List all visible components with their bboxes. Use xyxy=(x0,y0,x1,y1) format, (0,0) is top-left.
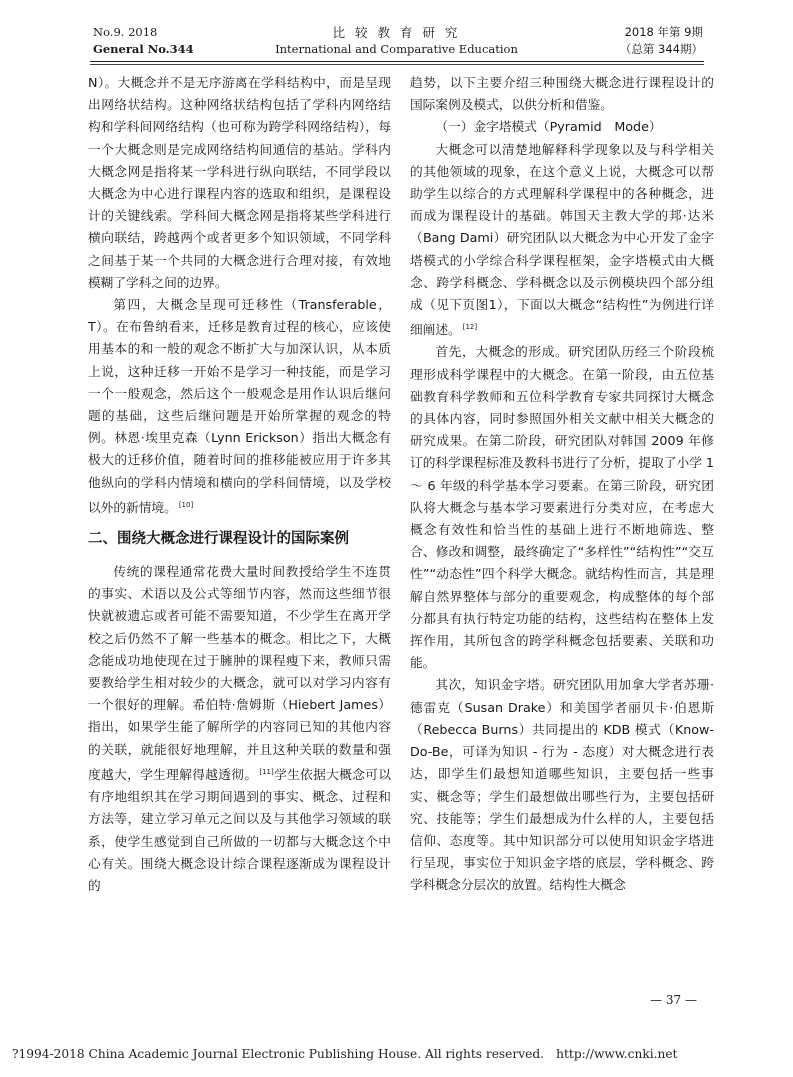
citation-ref: [11] xyxy=(259,767,274,776)
paragraph: N）。大概念并不是无序游离在学科结构中，而是呈现出网络状结构。这种网络状结构包括了学科内网络结构和学科间网络结构（也可称为跨学科网络结构），每一个大概念则是完成网络结构间通信的基站。学科内大概念网是指将某一学科进行纵向联结，不同学段以大概念为中心进行课程内容的选取和组织，是课程设计的关键线索。学科间大概念网是指将某些学科进行横向联结，跨越两个或者更多个知识领域，不同学科之间基于某一个共同的大概念进行合理对接，有效地模糊了学科之间的边界。 xyxy=(88,75,391,290)
general-number: General No.344 xyxy=(93,42,194,56)
journal-title-chinese: 比 较 教 育 研 究 xyxy=(332,25,461,40)
issue-year: 2018 年第 9期 xyxy=(624,25,703,39)
paragraph-text: 传统的课程通常花费大量时间教授给学生不连贯的事实、术语以及公式等细节内容，然而这些细节很快就被遗忘或者可能不需要知道，不少学生在离开学校之后仍然不了解一些基本的概念。相比之下，大概念能成功地使现在过于臃肿的课程瘦下来，教师只需要教给学生相对较少的大概念，就可以对学习内容有一个很好的理解。希伯特·詹姆斯（Hiebert James）指出，如果学生能了解所学的内容同已知的其他内容的关联，就能很好地理解，并且这种关联的数量和强度越大，学生理解得越透彻。 xyxy=(88,564,391,782)
paragraph xyxy=(88,561,391,897)
citation-ref: [12] xyxy=(462,323,478,332)
page-number: — 37 — xyxy=(650,993,697,1007)
paragraph xyxy=(88,294,391,519)
paragraph-text: 学生依据大概念可以有序地组织其在学习期间遇到的事实、概念、过程和方法等，建立学习单元之间以及与其他学习领域的联系，使学生感觉到自己所做的一切都与大概念这个中心有关。围绕大概念设计综合课程逐渐成为课程设计的 xyxy=(88,766,392,893)
paragraph: 其次，知识金字塔。研究团队用加拿大学者苏珊·德雷克（Susan Drake）和美国学者丽贝卡·伯恩斯（Rebecca Burns）共同提出的 KDB 模式（Know-Do-Be，可译为知识 - 行为 - 态度）对大概念进行表达，即学生们最想知道哪些知识，主要包括一些事实、概念等；学生们最想做出哪些行为，主要包括研究、技能等；学生们最想成为什么样的人，主要包括信仰、态度等。其中知识部分可以使用知识金字塔进行呈现，事实位于知识金字塔的底层，学科概念、跨学科概念分层次的放置。结构性大概念 xyxy=(410,677,714,893)
left-column xyxy=(88,72,391,897)
paragraph xyxy=(410,139,714,342)
paragraph-text: 第四，大概念呈现可迁移性（Transferable，T）。在布鲁纳看来，迁移是教育过程的核心，应该使用基本的和一般的观念不断扩大与加深认识，从本质上说，这种迁移一开始不是学习一种技能，而是学习一个一般观念，然后这个一般观念是用作认识后继问题的基础，这些后继问题是开始所掌握的观念的特例。林恩·埃里克森（Lynn Erickson）指出大概念有极大的迁移价值，随着时间的推移能被应用于许多其他纵向的学科内情境和横向的学科间情境，以及学校以外的新情境。 xyxy=(88,297,391,515)
header-issue-info xyxy=(620,24,703,58)
citation-ref: [10] xyxy=(178,500,194,509)
copyright-footer: ?1994-2018 China Academic Journal Electronic Publishing House. All rights reserved. http://www.cnki.net xyxy=(12,1047,678,1061)
section-title: 二、围绕大概念进行课程设计的国际案例 xyxy=(88,531,349,548)
issue-total: （总第 344期） xyxy=(619,42,703,56)
header-rule xyxy=(90,61,704,62)
header-rule-thin xyxy=(90,64,704,65)
paragraph: 首先，大概念的形成。研究团队历经三个阶段梳理形成科学课程中的大概念。在第一阶段，由五位基础教育科学教师和五位科学教育专家共同探讨大概念的具体内容，同时参照国外相关文献中相关大概念的研究成果。在第二阶段，研究团队对韩国 2009 年修订的科学课程标准及教科书进行了分析，提取了小学 1 ～ 6 年级的科学基本学习要素。在第三阶段，研究团队将大概念与基本学习要素进行分类对应，在考虑大概念有效性和恰当性的基础上进行不断地筛选、整合、修改和调整，最终确定了“多样性”“结构性”“交互性”“动态性”四个科学大概念。就结构性而言，其是理解自然界整体与部分的重要观念，构成整体的每个部分都具有执行特定功能的结构，这些结构在整体上发挥作用，其所包含的跨学科概念包括要素、关联和功能。 xyxy=(410,344,714,671)
right-column xyxy=(410,72,714,897)
issue-number: No.9. 2018 xyxy=(93,25,158,39)
journal-title-english: International and Comparative Education xyxy=(275,42,518,56)
subsection-heading: （一）金字塔模式（Pyramid Mode） xyxy=(435,119,662,135)
paragraph-text: 大概念可以清楚地解释科学现象以及与科学相关的其他领域的现象，在这个意义上说，大概念可以帮助学生以综合的方式理解科学课程中的各种概念，进而成为课程设计的基础。韩国天主教大学的邦·达米（Bang Dami）研究团队以大概念为中心开发了金字塔模式的小学综合科学课程框架，金字塔模式由大概念、跨学科概念、学科概念以及示例模块四个部分组成（见下页图1），下面以大概念“结构性”为例进行详细阐述。 xyxy=(410,141,714,338)
paragraph: 趋势，以下主要介绍三种围绕大概念进行课程设计的国际案例及模式，以供分析和借鉴。 xyxy=(410,75,714,113)
